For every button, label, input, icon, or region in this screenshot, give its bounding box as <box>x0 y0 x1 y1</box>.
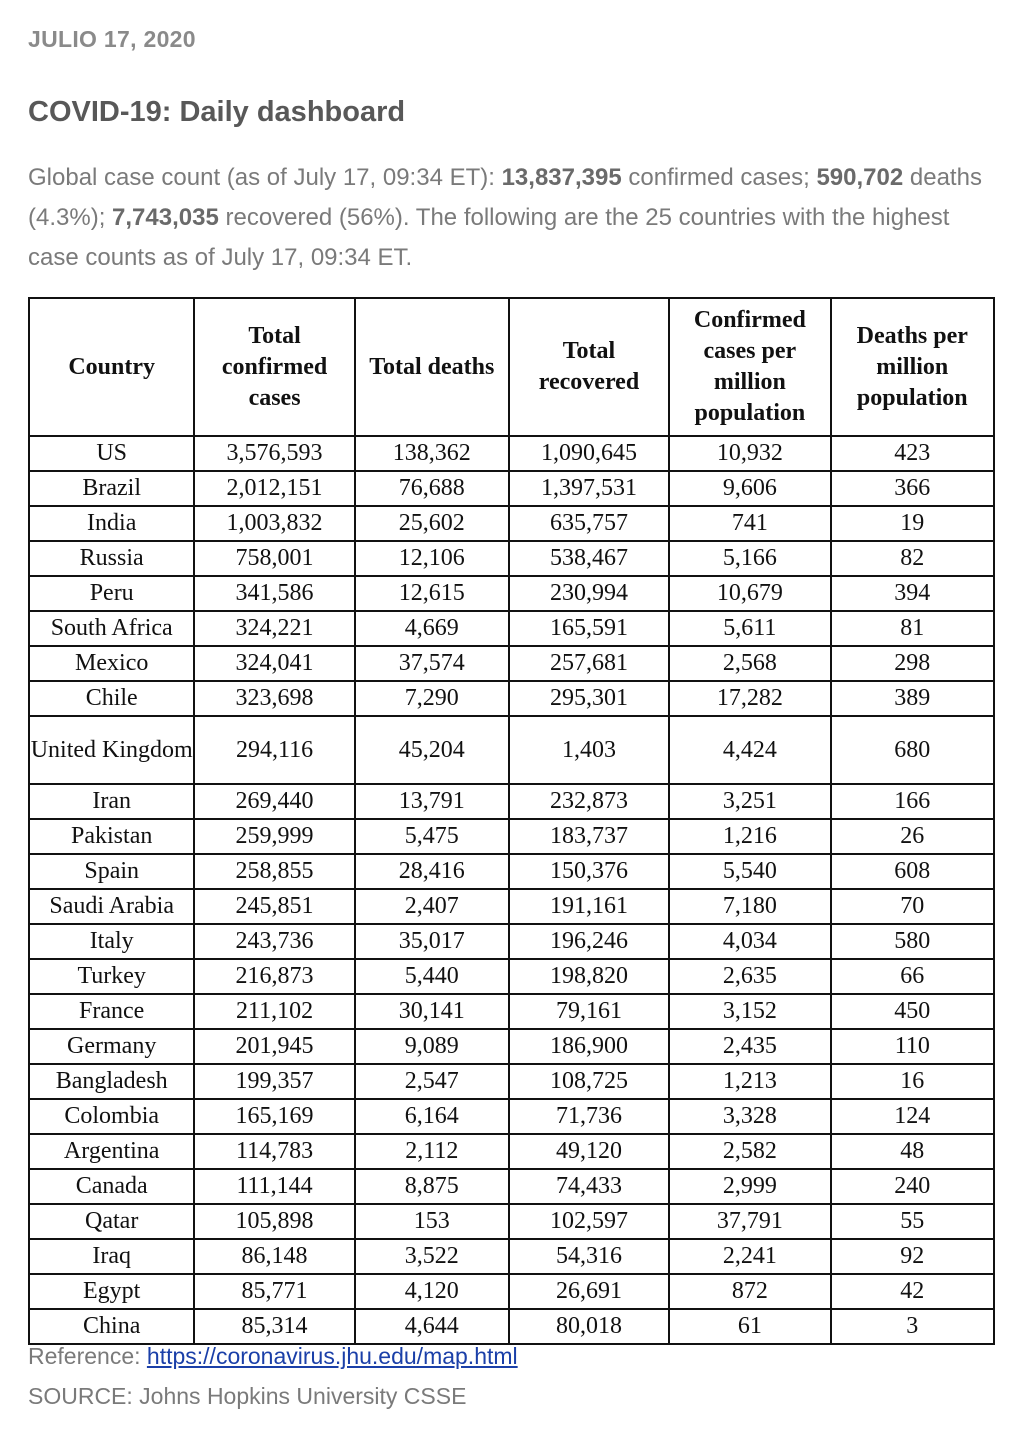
deaths-per-million-cell: 92 <box>831 1239 994 1274</box>
article-date: JULIO 17, 2020 <box>28 26 196 52</box>
header-total-recovered: Total recovered <box>509 298 669 436</box>
reference-line <box>28 1343 518 1370</box>
country-cell: Chile <box>29 681 194 716</box>
deaths-per-million-cell: 66 <box>831 959 994 994</box>
table-row <box>29 1239 994 1274</box>
cases-per-million-cell: 741 <box>669 506 830 541</box>
table-row <box>29 1169 994 1204</box>
recovered-cell: 26,691 <box>509 1274 669 1309</box>
recovered-cell: 80,018 <box>509 1309 669 1344</box>
country-cell: China <box>29 1309 194 1344</box>
deaths-per-million-cell: 608 <box>831 854 994 889</box>
cases-per-million-cell: 2,568 <box>669 646 830 681</box>
deaths-cell: 4,669 <box>355 611 509 646</box>
deaths-per-million-cell: 16 <box>831 1064 994 1099</box>
deaths-per-million-cell: 240 <box>831 1169 994 1204</box>
recovered-cell: 538,467 <box>509 541 669 576</box>
intro-text-2: confirmed cases; <box>621 164 817 191</box>
table-row <box>29 959 994 994</box>
cases-per-million-cell: 3,251 <box>669 784 830 819</box>
table-row <box>29 1309 994 1344</box>
deaths-per-million-cell: 110 <box>831 1029 994 1064</box>
recovered-cell: 1,403 <box>509 716 669 784</box>
deaths-per-million-cell: 394 <box>831 576 994 611</box>
confirmed-cell: 85,314 <box>194 1309 354 1344</box>
cases-per-million-cell: 2,435 <box>669 1029 830 1064</box>
country-cell: Pakistan <box>29 819 194 854</box>
recovered-cell: 108,725 <box>509 1064 669 1099</box>
deaths-per-million-cell: 680 <box>831 716 994 784</box>
deaths-per-million-cell: 298 <box>831 646 994 681</box>
country-cell: United Kingdom <box>29 716 194 784</box>
recovered-cell: 165,591 <box>509 611 669 646</box>
confirmed-cell: 3,576,593 <box>194 436 354 471</box>
deaths-per-million-cell: 19 <box>831 506 994 541</box>
article-title: COVID-19: Daily dashboard <box>28 96 406 128</box>
country-cell: Peru <box>29 576 194 611</box>
cases-per-million-cell: 1,213 <box>669 1064 830 1099</box>
country-cell: France <box>29 994 194 1029</box>
deaths-cell: 153 <box>355 1204 509 1239</box>
recovered-cell: 74,433 <box>509 1169 669 1204</box>
deaths-per-million-cell: 3 <box>831 1309 994 1344</box>
confirmed-cell: 324,041 <box>194 646 354 681</box>
cases-per-million-cell: 4,424 <box>669 716 830 784</box>
recovered-cell: 102,597 <box>509 1204 669 1239</box>
confirmed-cell: 86,148 <box>194 1239 354 1274</box>
country-cell: Argentina <box>29 1134 194 1169</box>
deaths-cell: 6,164 <box>355 1099 509 1134</box>
country-cell: South Africa <box>29 611 194 646</box>
deaths-cell: 30,141 <box>355 994 509 1029</box>
confirmed-cell: 269,440 <box>194 784 354 819</box>
table-row <box>29 471 994 506</box>
table-row <box>29 1064 994 1099</box>
table-row <box>29 541 994 576</box>
deaths-cell: 3,522 <box>355 1239 509 1274</box>
cases-per-million-cell: 2,241 <box>669 1239 830 1274</box>
deaths-per-million-cell: 450 <box>831 994 994 1029</box>
table-row <box>29 716 994 784</box>
table-row <box>29 784 994 819</box>
cases-per-million-cell: 9,606 <box>669 471 830 506</box>
intro-paragraph <box>28 158 988 278</box>
deaths-cell: 12,106 <box>355 541 509 576</box>
cases-per-million-cell: 5,611 <box>669 611 830 646</box>
recovered-cell: 79,161 <box>509 994 669 1029</box>
recovered-cell: 150,376 <box>509 854 669 889</box>
deaths-per-million-cell: 81 <box>831 611 994 646</box>
deaths-cell: 35,017 <box>355 924 509 959</box>
deaths-per-million-cell: 42 <box>831 1274 994 1309</box>
recovered-cell: 49,120 <box>509 1134 669 1169</box>
deaths-cell: 13,791 <box>355 784 509 819</box>
table-row <box>29 854 994 889</box>
intro-text-4: recovered (56%). The following are the 25 countries with the highest case counts as of July 17, 09:34 ET. <box>28 204 950 271</box>
country-cell: Brazil <box>29 471 194 506</box>
deaths-cell: 2,407 <box>355 889 509 924</box>
global-confirmed-count: 13,837,395 <box>501 164 622 191</box>
deaths-cell: 5,475 <box>355 819 509 854</box>
confirmed-cell: 201,945 <box>194 1029 354 1064</box>
confirmed-cell: 323,698 <box>194 681 354 716</box>
deaths-per-million-cell: 366 <box>831 471 994 506</box>
cases-per-million-cell: 5,540 <box>669 854 830 889</box>
cases-per-million-cell: 2,582 <box>669 1134 830 1169</box>
header-total-confirmed: Total confirmed cases <box>194 298 354 436</box>
confirmed-cell: 105,898 <box>194 1204 354 1239</box>
confirmed-cell: 758,001 <box>194 541 354 576</box>
country-cell: Iran <box>29 784 194 819</box>
recovered-cell: 196,246 <box>509 924 669 959</box>
cases-per-million-cell: 872 <box>669 1274 830 1309</box>
table-row <box>29 924 994 959</box>
cases-per-million-cell: 10,932 <box>669 436 830 471</box>
deaths-cell: 37,574 <box>355 646 509 681</box>
table-row <box>29 681 994 716</box>
global-recovered-count: 7,743,035 <box>112 204 219 231</box>
confirmed-cell: 324,221 <box>194 611 354 646</box>
header-total-deaths: Total deaths <box>355 298 509 436</box>
table-row <box>29 1274 994 1309</box>
recovered-cell: 54,316 <box>509 1239 669 1274</box>
cases-per-million-cell: 10,679 <box>669 576 830 611</box>
confirmed-cell: 1,003,832 <box>194 506 354 541</box>
table-row <box>29 1029 994 1064</box>
header-country: Country <box>29 298 194 436</box>
deaths-cell: 76,688 <box>355 471 509 506</box>
cases-per-million-cell: 1,216 <box>669 819 830 854</box>
recovered-cell: 183,737 <box>509 819 669 854</box>
confirmed-cell: 245,851 <box>194 889 354 924</box>
country-cell: Egypt <box>29 1274 194 1309</box>
cases-per-million-cell: 7,180 <box>669 889 830 924</box>
deaths-cell: 138,362 <box>355 436 509 471</box>
country-cell: Canada <box>29 1169 194 1204</box>
recovered-cell: 186,900 <box>509 1029 669 1064</box>
country-cell: Russia <box>29 541 194 576</box>
countries-table <box>28 297 995 1345</box>
country-cell: Colombia <box>29 1099 194 1134</box>
recovered-cell: 232,873 <box>509 784 669 819</box>
table-row <box>29 819 994 854</box>
table-body <box>29 436 994 1344</box>
country-cell: Italy <box>29 924 194 959</box>
recovered-cell: 635,757 <box>509 506 669 541</box>
country-cell: India <box>29 506 194 541</box>
deaths-per-million-cell: 580 <box>831 924 994 959</box>
table-row <box>29 506 994 541</box>
table-row <box>29 1099 994 1134</box>
cases-per-million-cell: 2,999 <box>669 1169 830 1204</box>
recovered-cell: 198,820 <box>509 959 669 994</box>
table-row <box>29 646 994 681</box>
recovered-cell: 1,090,645 <box>509 436 669 471</box>
country-cell: Spain <box>29 854 194 889</box>
confirmed-cell: 111,144 <box>194 1169 354 1204</box>
deaths-cell: 28,416 <box>355 854 509 889</box>
table-row <box>29 889 994 924</box>
deaths-cell: 7,290 <box>355 681 509 716</box>
cases-per-million-cell: 2,635 <box>669 959 830 994</box>
deaths-cell: 8,875 <box>355 1169 509 1204</box>
deaths-cell: 25,602 <box>355 506 509 541</box>
confirmed-cell: 216,873 <box>194 959 354 994</box>
source-credit: SOURCE: Johns Hopkins University CSSE <box>28 1383 467 1409</box>
cases-per-million-cell: 5,166 <box>669 541 830 576</box>
confirmed-cell: 294,116 <box>194 716 354 784</box>
cases-per-million-cell: 17,282 <box>669 681 830 716</box>
confirmed-cell: 165,169 <box>194 1099 354 1134</box>
deaths-per-million-cell: 389 <box>831 681 994 716</box>
deaths-cell: 2,112 <box>355 1134 509 1169</box>
confirmed-cell: 259,999 <box>194 819 354 854</box>
confirmed-cell: 2,012,151 <box>194 471 354 506</box>
country-cell: Saudi Arabia <box>29 889 194 924</box>
country-cell: Iraq <box>29 1239 194 1274</box>
country-cell: Bangladesh <box>29 1064 194 1099</box>
deaths-per-million-cell: 55 <box>831 1204 994 1239</box>
confirmed-cell: 341,586 <box>194 576 354 611</box>
recovered-cell: 191,161 <box>509 889 669 924</box>
country-cell: US <box>29 436 194 471</box>
deaths-cell: 4,644 <box>355 1309 509 1344</box>
reference-link[interactable]: https://coronavirus.jhu.edu/map.html <box>146 1343 518 1369</box>
deaths-per-million-cell: 124 <box>831 1099 994 1134</box>
recovered-cell: 1,397,531 <box>509 471 669 506</box>
confirmed-cell: 211,102 <box>194 994 354 1029</box>
deaths-per-million-cell: 166 <box>831 784 994 819</box>
confirmed-cell: 258,855 <box>194 854 354 889</box>
deaths-cell: 5,440 <box>355 959 509 994</box>
intro-text-1: Global case count (as of July 17, 09:34 ET): <box>28 164 502 191</box>
cases-per-million-cell: 37,791 <box>669 1204 830 1239</box>
header-cases-per-million: Confirmed cases per million population <box>669 298 830 436</box>
confirmed-cell: 85,771 <box>194 1274 354 1309</box>
cases-per-million-cell: 3,152 <box>669 994 830 1029</box>
table-row <box>29 576 994 611</box>
cases-per-million-cell: 61 <box>669 1309 830 1344</box>
cases-per-million-cell: 3,328 <box>669 1099 830 1134</box>
cases-per-million-cell: 4,034 <box>669 924 830 959</box>
deaths-cell: 45,204 <box>355 716 509 784</box>
deaths-per-million-cell: 82 <box>831 541 994 576</box>
deaths-cell: 2,547 <box>355 1064 509 1099</box>
table-row <box>29 611 994 646</box>
header-deaths-per-million: Deaths per million population <box>831 298 994 436</box>
global-deaths-count: 590,702 <box>816 164 904 191</box>
confirmed-cell: 114,783 <box>194 1134 354 1169</box>
recovered-cell: 230,994 <box>509 576 669 611</box>
table-row <box>29 994 994 1029</box>
deaths-per-million-cell: 48 <box>831 1134 994 1169</box>
deaths-per-million-cell: 26 <box>831 819 994 854</box>
reference-label: Reference: <box>28 1343 147 1369</box>
table-row <box>29 1204 994 1239</box>
country-cell: Turkey <box>29 959 194 994</box>
deaths-cell: 4,120 <box>355 1274 509 1309</box>
deaths-cell: 12,615 <box>355 576 509 611</box>
recovered-cell: 257,681 <box>509 646 669 681</box>
table-header-row <box>29 298 994 436</box>
confirmed-cell: 243,736 <box>194 924 354 959</box>
table-row <box>29 436 994 471</box>
recovered-cell: 295,301 <box>509 681 669 716</box>
recovered-cell: 71,736 <box>509 1099 669 1134</box>
country-cell: Mexico <box>29 646 194 681</box>
intro-text-3: deaths (4.3%); <box>28 164 982 231</box>
deaths-cell: 9,089 <box>355 1029 509 1064</box>
deaths-per-million-cell: 70 <box>831 889 994 924</box>
confirmed-cell: 199,357 <box>194 1064 354 1099</box>
deaths-per-million-cell: 423 <box>831 436 994 471</box>
country-cell: Qatar <box>29 1204 194 1239</box>
country-cell: Germany <box>29 1029 194 1064</box>
table-row <box>29 1134 994 1169</box>
